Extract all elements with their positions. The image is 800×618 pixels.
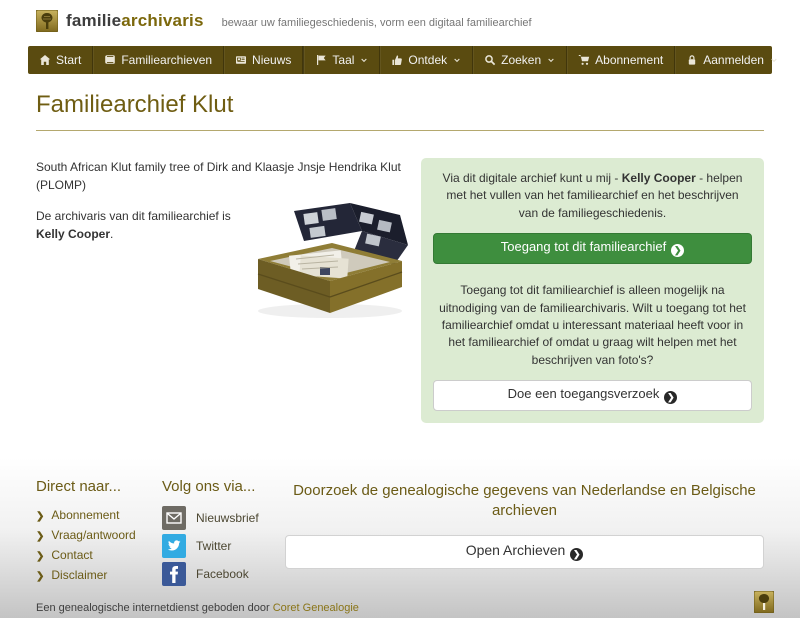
newsletter-icon bbox=[162, 506, 186, 530]
footer-direct-column bbox=[36, 478, 162, 590]
site-footer bbox=[0, 458, 800, 618]
nav-label: Start bbox=[56, 53, 82, 67]
search-icon bbox=[484, 54, 496, 66]
main-navbar bbox=[28, 46, 772, 74]
title-divider bbox=[36, 130, 764, 131]
social-link-nieuwsbrief[interactable] bbox=[162, 506, 285, 530]
chevron-right-icon: ❯ bbox=[36, 571, 45, 582]
language-icon bbox=[315, 54, 327, 66]
social-label: Facebook bbox=[196, 567, 249, 581]
footer-search-column bbox=[285, 478, 764, 590]
nav-item-start[interactable] bbox=[28, 46, 93, 74]
home-icon bbox=[39, 54, 51, 66]
site-logo-tree-icon[interactable] bbox=[36, 10, 58, 32]
twitter-icon bbox=[162, 534, 186, 558]
archivist-text bbox=[36, 207, 242, 323]
arrow-circle-icon: ❯ bbox=[671, 244, 684, 257]
footer-link-label: Disclaimer bbox=[51, 568, 108, 582]
book-icon bbox=[104, 54, 116, 66]
archivist-name: Kelly Cooper bbox=[36, 227, 111, 241]
archive-box-photo bbox=[242, 201, 414, 323]
page-title: Familiearchief Klut bbox=[36, 91, 234, 118]
archivist-prefix: De archivaris van dit familiearchief is bbox=[36, 209, 231, 223]
invite-suffix: - helpen met het vullen van het familiearchief en het beschrijven van de familiegeschiedenis. bbox=[446, 171, 743, 220]
navbar-right-group bbox=[303, 46, 789, 74]
access-panel bbox=[421, 158, 764, 423]
invite-text bbox=[437, 170, 748, 222]
invite-prefix: Via dit digitale archief kunt u mij - bbox=[442, 171, 622, 185]
nav-item-nieuws[interactable] bbox=[224, 46, 303, 74]
chevron-down-icon bbox=[360, 56, 368, 64]
nav-item-aanmelden[interactable] bbox=[674, 46, 789, 74]
nav-label: Aanmelden bbox=[703, 53, 764, 67]
footer-follow-column bbox=[162, 478, 285, 590]
chevron-down-icon bbox=[770, 56, 778, 64]
discover-icon bbox=[391, 54, 403, 66]
footer-link-label: Contact bbox=[51, 548, 93, 562]
chevron-right-icon: ❯ bbox=[36, 511, 45, 522]
chevron-down-icon bbox=[547, 56, 555, 64]
lock-icon bbox=[686, 54, 698, 66]
credit-text: Een genealogische internetdienst geboden door bbox=[36, 602, 273, 614]
nav-label: Nieuws bbox=[252, 53, 292, 67]
footer-link-vraag-antwoord[interactable] bbox=[36, 526, 162, 546]
arrow-circle-icon: ❯ bbox=[570, 548, 583, 561]
archivist-suffix: . bbox=[110, 227, 114, 241]
nav-item-zoeken[interactable] bbox=[472, 46, 566, 74]
site-logo-text[interactable] bbox=[66, 11, 204, 31]
access-archive-label: Toegang tot dit familiearchief bbox=[500, 239, 667, 255]
social-link-twitter[interactable] bbox=[162, 534, 285, 558]
logo-prefix: familie bbox=[66, 11, 122, 30]
archive-description bbox=[36, 158, 414, 423]
cart-icon bbox=[578, 54, 590, 66]
request-access-label: Doe een toegangsverzoek bbox=[507, 386, 660, 402]
open-archieven-text: Doorzoek de genealogische gegevens van Nederlandse en Belgische archieven bbox=[293, 482, 756, 520]
request-access-button[interactable] bbox=[433, 380, 752, 411]
archive-intro-text: South African Klut family tree of Dirk and Klaasje Jnsje Hendrika Klut (PLOMP) bbox=[36, 160, 401, 192]
social-label: Twitter bbox=[196, 539, 232, 553]
nav-item-ontdek[interactable] bbox=[379, 46, 472, 74]
nav-label: Abonnement bbox=[595, 53, 664, 67]
chevron-right-icon: ❯ bbox=[36, 531, 45, 542]
arrow-circle-icon: ❯ bbox=[664, 391, 677, 404]
navbar-left-group bbox=[28, 46, 303, 74]
nav-label: Ontdek bbox=[408, 53, 448, 67]
invite-archivist-name: Kelly Cooper bbox=[621, 171, 696, 185]
volg-ons-header: Volg ons via... bbox=[162, 478, 256, 495]
chevron-right-icon: ❯ bbox=[36, 551, 45, 562]
site-header bbox=[0, 0, 800, 45]
open-archieven-label: Open Archieven bbox=[465, 541, 566, 558]
facebook-icon bbox=[162, 562, 186, 586]
footer-link-abonnement[interactable] bbox=[36, 506, 162, 526]
footer-link-label: Abonnement bbox=[51, 508, 120, 522]
open-archieven-button[interactable] bbox=[285, 535, 764, 569]
nav-item-taal[interactable] bbox=[303, 46, 379, 74]
nav-label: Zoeken bbox=[501, 53, 542, 67]
direct-naar-header: Direct naar... bbox=[36, 478, 122, 495]
nav-label: Familiearchieven bbox=[121, 53, 213, 67]
footer-tree-icon[interactable] bbox=[754, 591, 774, 613]
footer-link-label: Vraag/antwoord bbox=[51, 528, 136, 542]
main-content bbox=[28, 91, 772, 458]
coret-genealogie-link[interactable]: Coret Genealogie bbox=[272, 602, 359, 614]
footer-link-contact[interactable] bbox=[36, 546, 162, 566]
footer-credit bbox=[36, 602, 764, 614]
nav-label: Taal bbox=[332, 53, 355, 67]
footer-link-disclaimer[interactable] bbox=[36, 566, 162, 586]
nav-item-abonnement[interactable] bbox=[566, 46, 674, 74]
social-label: Nieuwsbrief bbox=[196, 511, 259, 525]
nav-item-familiearchieven[interactable] bbox=[93, 46, 224, 74]
social-link-facebook[interactable] bbox=[162, 562, 285, 586]
access-archive-button[interactable] bbox=[433, 233, 752, 264]
chevron-down-icon bbox=[453, 56, 461, 64]
logo-suffix: archivaris bbox=[121, 11, 204, 30]
site-tagline: bewaar uw familiegeschiedenis, vorm een digitaal familiearchief bbox=[221, 17, 532, 29]
access-request-text: Toegang tot dit familiearchief is alleen mogelijk na uitnodiging van de familiearchivaris. Wilt u toegang tot het familiearchief omdat u interessant materiaal heeft voor in het familiearchief of omdat u graag wilt helpen met het beschrijven van foto's? bbox=[439, 283, 746, 367]
news-icon bbox=[235, 54, 247, 66]
